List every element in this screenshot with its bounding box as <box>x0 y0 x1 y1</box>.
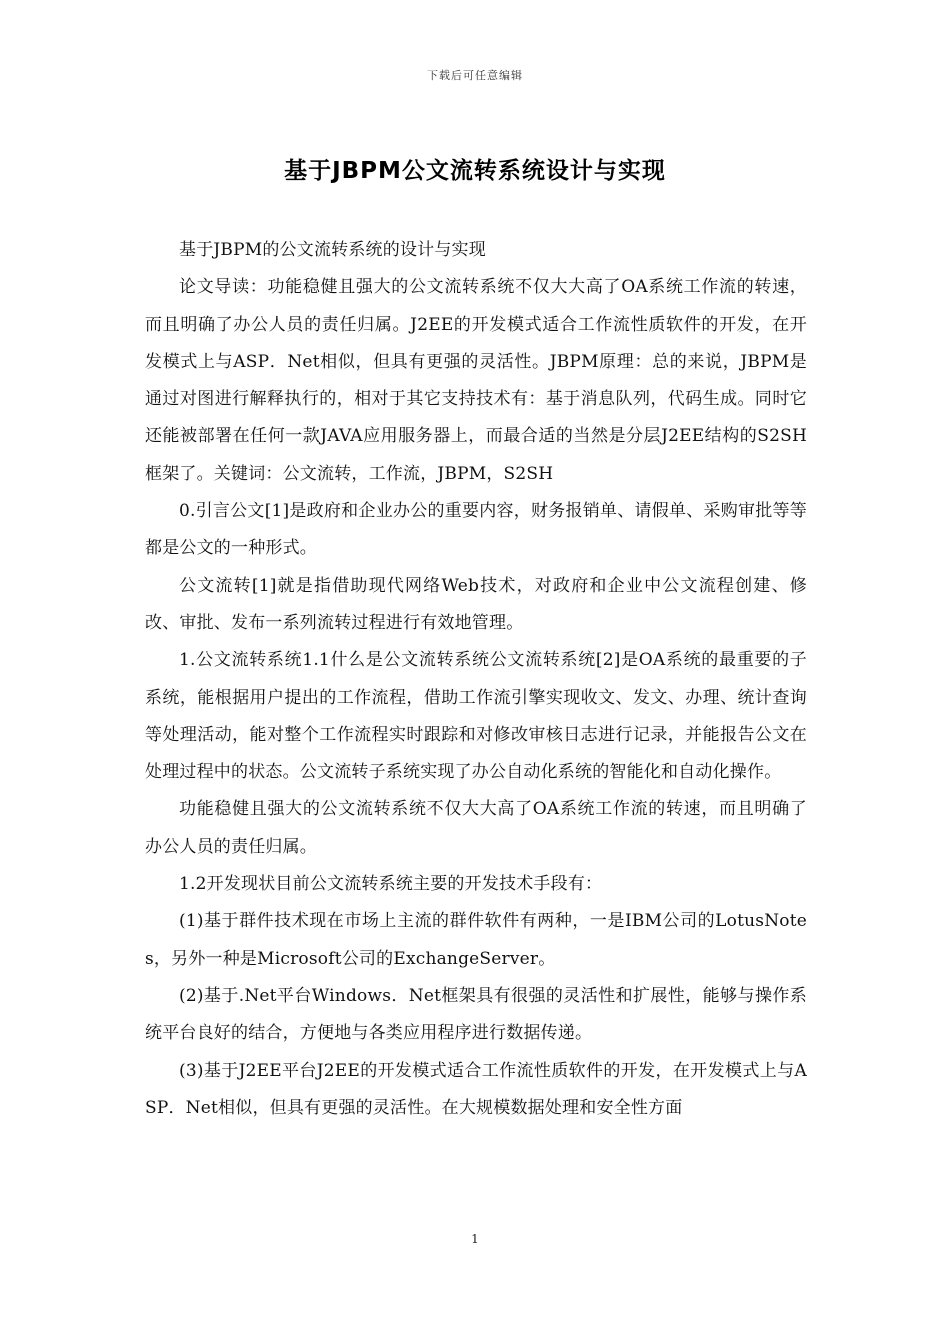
paragraph-definition: 公文流转[1]就是指借助现代网络Web技术，对政府和企业中公文流程创建、修改、审批、发布一系列流转过程进行有效地管理。 <box>145 575 807 633</box>
paragraph-benefits: 功能稳健且强大的公文流转系统不仅大大高了OA系统工作流的转速，而且明确了办公人员的责任归属。 <box>145 799 807 857</box>
paragraph-dotnet: (2)基于.Net平台Windows．Net框架具有很强的灵活性和扩展性，能够与操作系统平台良好的结合，方便地与各类应用程序进行数据传递。 <box>145 985 807 1044</box>
paragraph-abstract: 论文导读：功能稳健且强大的公文流转系统不仅大大高了OA系统工作流的转速，而且明确了办公人员的责任归属。J2EE的开发模式适合工作流性质软件的开发，在开发模式上与ASP．Net相似，但具有更强的灵活性。JBPM原理：总的来说，JBPM是通过对图进行解释执行的，相对于其它支持技术有：基于消息队列，代码生成。同时它还能被部署在任何一款JAVA应用服务器上，而最合适的当然是分层J2EE结构的S2SH框架了。关键词：公文流转，工作流，JBPM，S2SH <box>145 277 807 484</box>
paragraph-section-1: 1.公文流转系统1.1什么是公文流转系统公文流转系统[2]是OA系统的最重要的子系统，能根据用户提出的工作流程，借助工作流引擎实现收文、发文、办理、统计查询等处理活动，能对整个工作流程实时跟踪和对修改审核日志进行记录，并能报告公文在处理过程中的状态。公文流转子系统实现了办公自动化系统的智能化和自动化操作。 <box>145 650 807 783</box>
document-title: 基于JBPM公文流转系统设计与实现 <box>284 158 666 184</box>
paragraph-introduction: 0.引言公文[1]是政府和企业办公的重要内容，财务报销单、请假单、采购审批等等都是公文的一种形式。 <box>145 501 807 559</box>
page-header: 下载后可任意编辑 <box>427 69 523 82</box>
paragraph-groupware: (1)基于群件技术现在市场上主流的群件软件有两种，一是IBM公司的LotusNotes，另外一种是Microsoft公司的ExchangeServer。 <box>145 911 807 969</box>
paragraph-j2ee: (3)基于J2EE平台J2EE的开发模式适合工作流性质软件的开发，在开发模式上与ASP．Net相似，但具有更强的灵活性。在大规模数据处理和安全性方面 <box>145 1060 807 1118</box>
page-number: 1 <box>471 1232 479 1246</box>
paragraph-section-1-2: 1.2开发现状目前公文流转系统主要的开发技术手段有： <box>179 874 603 895</box>
paragraph-subtitle: 基于JBPM的公文流转系统的设计与实现 <box>179 240 486 260</box>
document-body <box>145 232 807 1127</box>
